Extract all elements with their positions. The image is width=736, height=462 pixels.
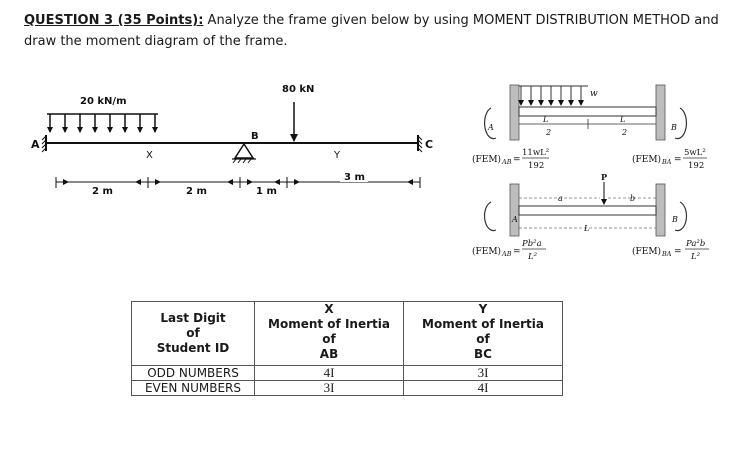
table-row-x: 4I: [255, 366, 404, 381]
table-row-y: 3I: [404, 366, 563, 381]
table-row-label: ODD NUMBERS: [132, 366, 255, 381]
fem-top-l1-num: L: [543, 115, 549, 124]
support-b-pin: [235, 144, 253, 158]
fem-bottom-a-seg: a: [558, 194, 563, 203]
distributed-load-label: 20 kN/m: [80, 96, 127, 107]
fem-top-w-label: w: [590, 89, 598, 99]
fem-top-l2-den: 2: [622, 128, 628, 137]
question-line-2: draw the moment diagram of the frame.: [24, 34, 288, 49]
fem-top-ba-den: 192: [688, 161, 705, 171]
svg-text:=: =: [513, 247, 521, 257]
point-load-label: 80 kN: [282, 84, 315, 95]
fem-top-b-label: B: [671, 123, 677, 132]
fem-bottom-ba-den: L²: [691, 252, 701, 262]
fem-top-ab-den: 192: [528, 161, 545, 171]
svg-text:=: =: [674, 247, 682, 257]
fem-bottom-ab-den: L²: [528, 252, 538, 262]
fem-bottom-ab-num: Pb²a: [522, 239, 542, 249]
support-c-label: C: [425, 138, 434, 151]
fem-reference-point-load: [472, 172, 709, 262]
udl-arrows: [50, 114, 155, 132]
svg-text:=: =: [513, 155, 521, 165]
joint-b-label: B: [251, 131, 259, 142]
fem-top-ba-sub: BA: [662, 158, 672, 166]
fem-top-ba-num: 5wL²: [684, 148, 706, 158]
support-a-label: A: [31, 138, 40, 151]
fem-top-ba-lhs: (FEM): [632, 155, 662, 165]
table-row: [132, 366, 563, 381]
table-row: [132, 381, 563, 396]
dim-2-label: 2 m: [186, 186, 207, 197]
table-row-label: EVEN NUMBERS: [132, 381, 255, 396]
svg-text:=: =: [674, 155, 682, 165]
member-y-label: Y: [334, 150, 341, 161]
fem-bottom-ba-lhs: (FEM): [632, 247, 662, 257]
fem-top-ab-sub: AB: [502, 158, 512, 166]
fem-bottom-ab-sub: AB: [502, 250, 512, 258]
fem-bottom-b-seg: b: [630, 194, 636, 203]
question-heading: QUESTION 3 (35 Points):: [24, 13, 204, 28]
table-header-row: [132, 302, 563, 366]
support-b-hatch: [233, 159, 251, 163]
table-header-x: X Moment of Inertia of AB: [255, 302, 404, 366]
dim-4-label: 3 m: [344, 172, 365, 183]
fem-bottom-b-label: B: [672, 215, 678, 224]
frame-diagram: [31, 84, 433, 197]
dim-3-label: 1 m: [256, 186, 277, 197]
member-x-label: X: [146, 150, 153, 161]
fem-top-a-label: A: [488, 123, 494, 132]
fem-bottom-ba-num: Pa²b: [686, 239, 706, 249]
fem-bottom-ab-lhs: (FEM): [472, 247, 502, 257]
fem-top-l2-num: L: [620, 115, 626, 124]
fem-top-ab-lhs: (FEM): [472, 155, 502, 165]
fem-bottom-p-label: P: [601, 172, 608, 182]
fem-top-ab-num: 11wL²: [522, 148, 550, 158]
table-row-x: 3I: [255, 381, 404, 396]
dim-1-label: 2 m: [92, 186, 113, 197]
fem-reference-udl: [472, 85, 707, 171]
fem-top-l1-den: 2: [546, 128, 552, 137]
table-row-y: 4I: [404, 381, 563, 396]
question-line-1: Analyze the frame given below by using MOMENT DISTRIBUTION METHOD and: [207, 13, 719, 28]
table-header-last-digit: Last Digit of Student ID: [132, 302, 255, 366]
fem-bottom-a-label: A: [512, 215, 518, 224]
inertia-table: [131, 301, 563, 396]
fem-bottom-span: L: [584, 224, 590, 233]
table-header-y: Y Moment of Inertia of BC: [404, 302, 563, 366]
fem-bottom-ba-sub: BA: [662, 250, 672, 258]
